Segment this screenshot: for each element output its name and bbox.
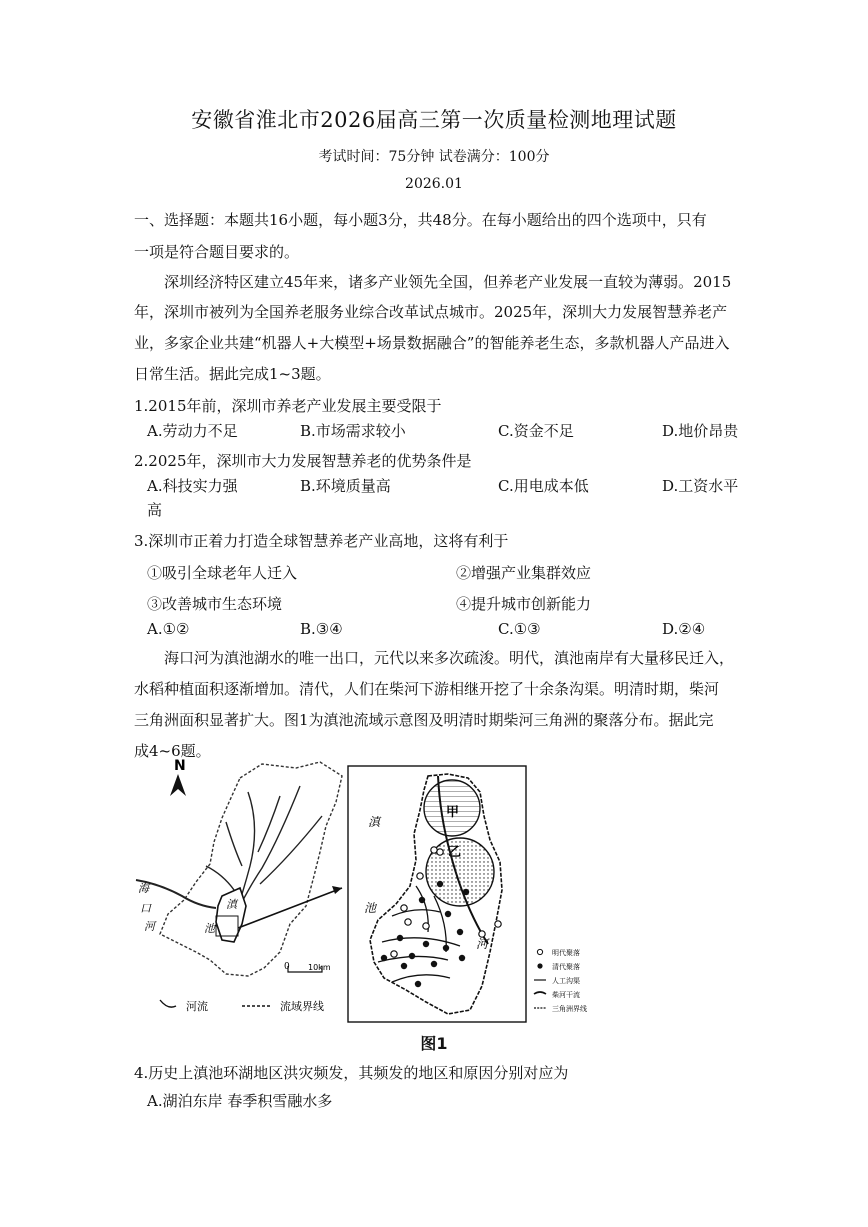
passage1-line: 日常生活。据此完成1~3题。 [134,365,331,383]
north-label: N [174,758,186,774]
passage2-line: 三角洲面积显著扩大。图1为滇池流域示意图及明清时期柴河三角洲的聚落分布。据此完 [134,711,714,729]
river-label-he: 河 [144,920,155,933]
figure-caption: 图1 [420,1034,448,1053]
detail-lake-label-dian: 滇 [368,815,381,829]
question-3-stem: 3.深圳市正着力打造全球智慧养老产业高地，这将有利于 [134,532,509,550]
q3-option-d: D.②④ [662,620,706,638]
legend-delta-boundary: 三角洲界线 [552,1005,587,1013]
exam-info: 考试时间：75分钟 试卷满分：100分 [318,149,550,165]
section-heading-cont: 一项是符合题目要求的。 [134,243,300,261]
legend-ditch: 人工沟渠 [552,977,580,985]
q1-option-c: C.资金不足 [498,422,574,440]
q1-option-d: D.地价昂贵 [662,422,739,440]
q2-option-b: B.环境质量高 [300,477,391,495]
q2-option-d: D.工资水平 [662,477,739,495]
q3-item-3: ③改善城市生态环境 [147,595,283,613]
right-legend [534,948,587,1013]
legend-qing-settlement: 清代聚落 [552,963,580,971]
passage2-line: 水稻种植面积逐渐增加。清代，人们在柴河下游相继开挖了十余条沟渠。明清时期，柴河 [134,680,720,698]
legend-river-label: 河流 [186,1000,208,1013]
legend-main-channel: 柴河干流 [552,991,580,999]
passage2-line: 海口河为滇池湖水的唯一出口，元代以来多次疏浚。明代，滇池南岸有大量移民迁入， [164,649,735,667]
q2-option-c: C.用电成本低 [498,477,589,495]
lake-label-dian: 滇 [226,898,237,911]
q2-option-d-wrap: 高 [147,501,163,519]
scale-zero: 0 [284,962,290,972]
lake-label-chi: 池 [204,922,215,935]
dianchi-watershed-map [130,756,620,1032]
legend-boundary-label: 流域界线 [280,1000,324,1013]
q3-option-c: C.①③ [498,620,541,638]
detail-arrow [238,888,342,928]
river-label-hai: 海 [138,882,149,895]
zone-label-yi: 乙 [448,845,462,860]
scale-label: 10km [308,963,331,972]
left-legend [160,999,324,1013]
question-4-stem: 4.历史上滇池环湖地区洪灾频发，其频发的地区和原因分别对应为 [134,1064,569,1082]
q3-item-1: ①吸引全球老年人迁入 [147,564,298,582]
passage1-line: 年，深圳市被列为全国养老服务业综合改革试点城市。2025年，深圳大力发展智慧养老产 [134,303,728,321]
q4-option-a: A.湖泊东岸 春季积雪融水多 [147,1092,333,1110]
watershed-boundary [160,762,342,976]
q1-option-a: A.劳动力不足 [147,422,238,440]
north-arrow-icon [170,758,186,796]
dianchi-lake-outline [216,888,246,942]
q3-item-4: ④提升城市创新能力 [456,595,592,613]
river-label-kou: 口 [140,902,151,915]
question-1-stem: 1.2015年前，深圳市养老产业发展主要受限于 [134,397,442,415]
page-title: 安徽省淮北市2026届高三第一次质量检测地理试题 [191,108,677,132]
scale-bar [284,962,331,972]
section-heading: 一、选择题：本题共16小题，每小题3分，共48分。在每小题给出的四个选项中，只有 [134,211,707,229]
exam-date: 2026.01 [405,176,463,192]
passage2-line: 成4~6题。 [134,742,211,760]
zone-label-jia: 甲 [446,805,460,820]
detail-river-label: 河 [476,937,489,951]
q3-option-b: B.③④ [300,620,343,638]
detail-lake-label-chi: 池 [364,901,377,915]
question-2-stem: 2.2025年，深圳市大力发展智慧养老的优势条件是 [134,452,472,470]
legend-ming-settlement: 明代聚落 [552,949,580,957]
passage1-line: 深圳经济特区建立45年来，诸多产业领先全国，但养老产业发展一直较为薄弱。2015 [164,273,732,291]
q1-option-b: B.市场需求较小 [300,422,406,440]
q2-option-a: A.科技实力强 [147,477,238,495]
q3-option-a: A.①② [147,620,190,638]
q3-item-2: ②增强产业集群效应 [456,564,592,582]
passage1-line: 业，多家企业共建“机器人+大模型+场景数据融合”的智能养老生态，多款机器人产品进入 [134,334,730,352]
